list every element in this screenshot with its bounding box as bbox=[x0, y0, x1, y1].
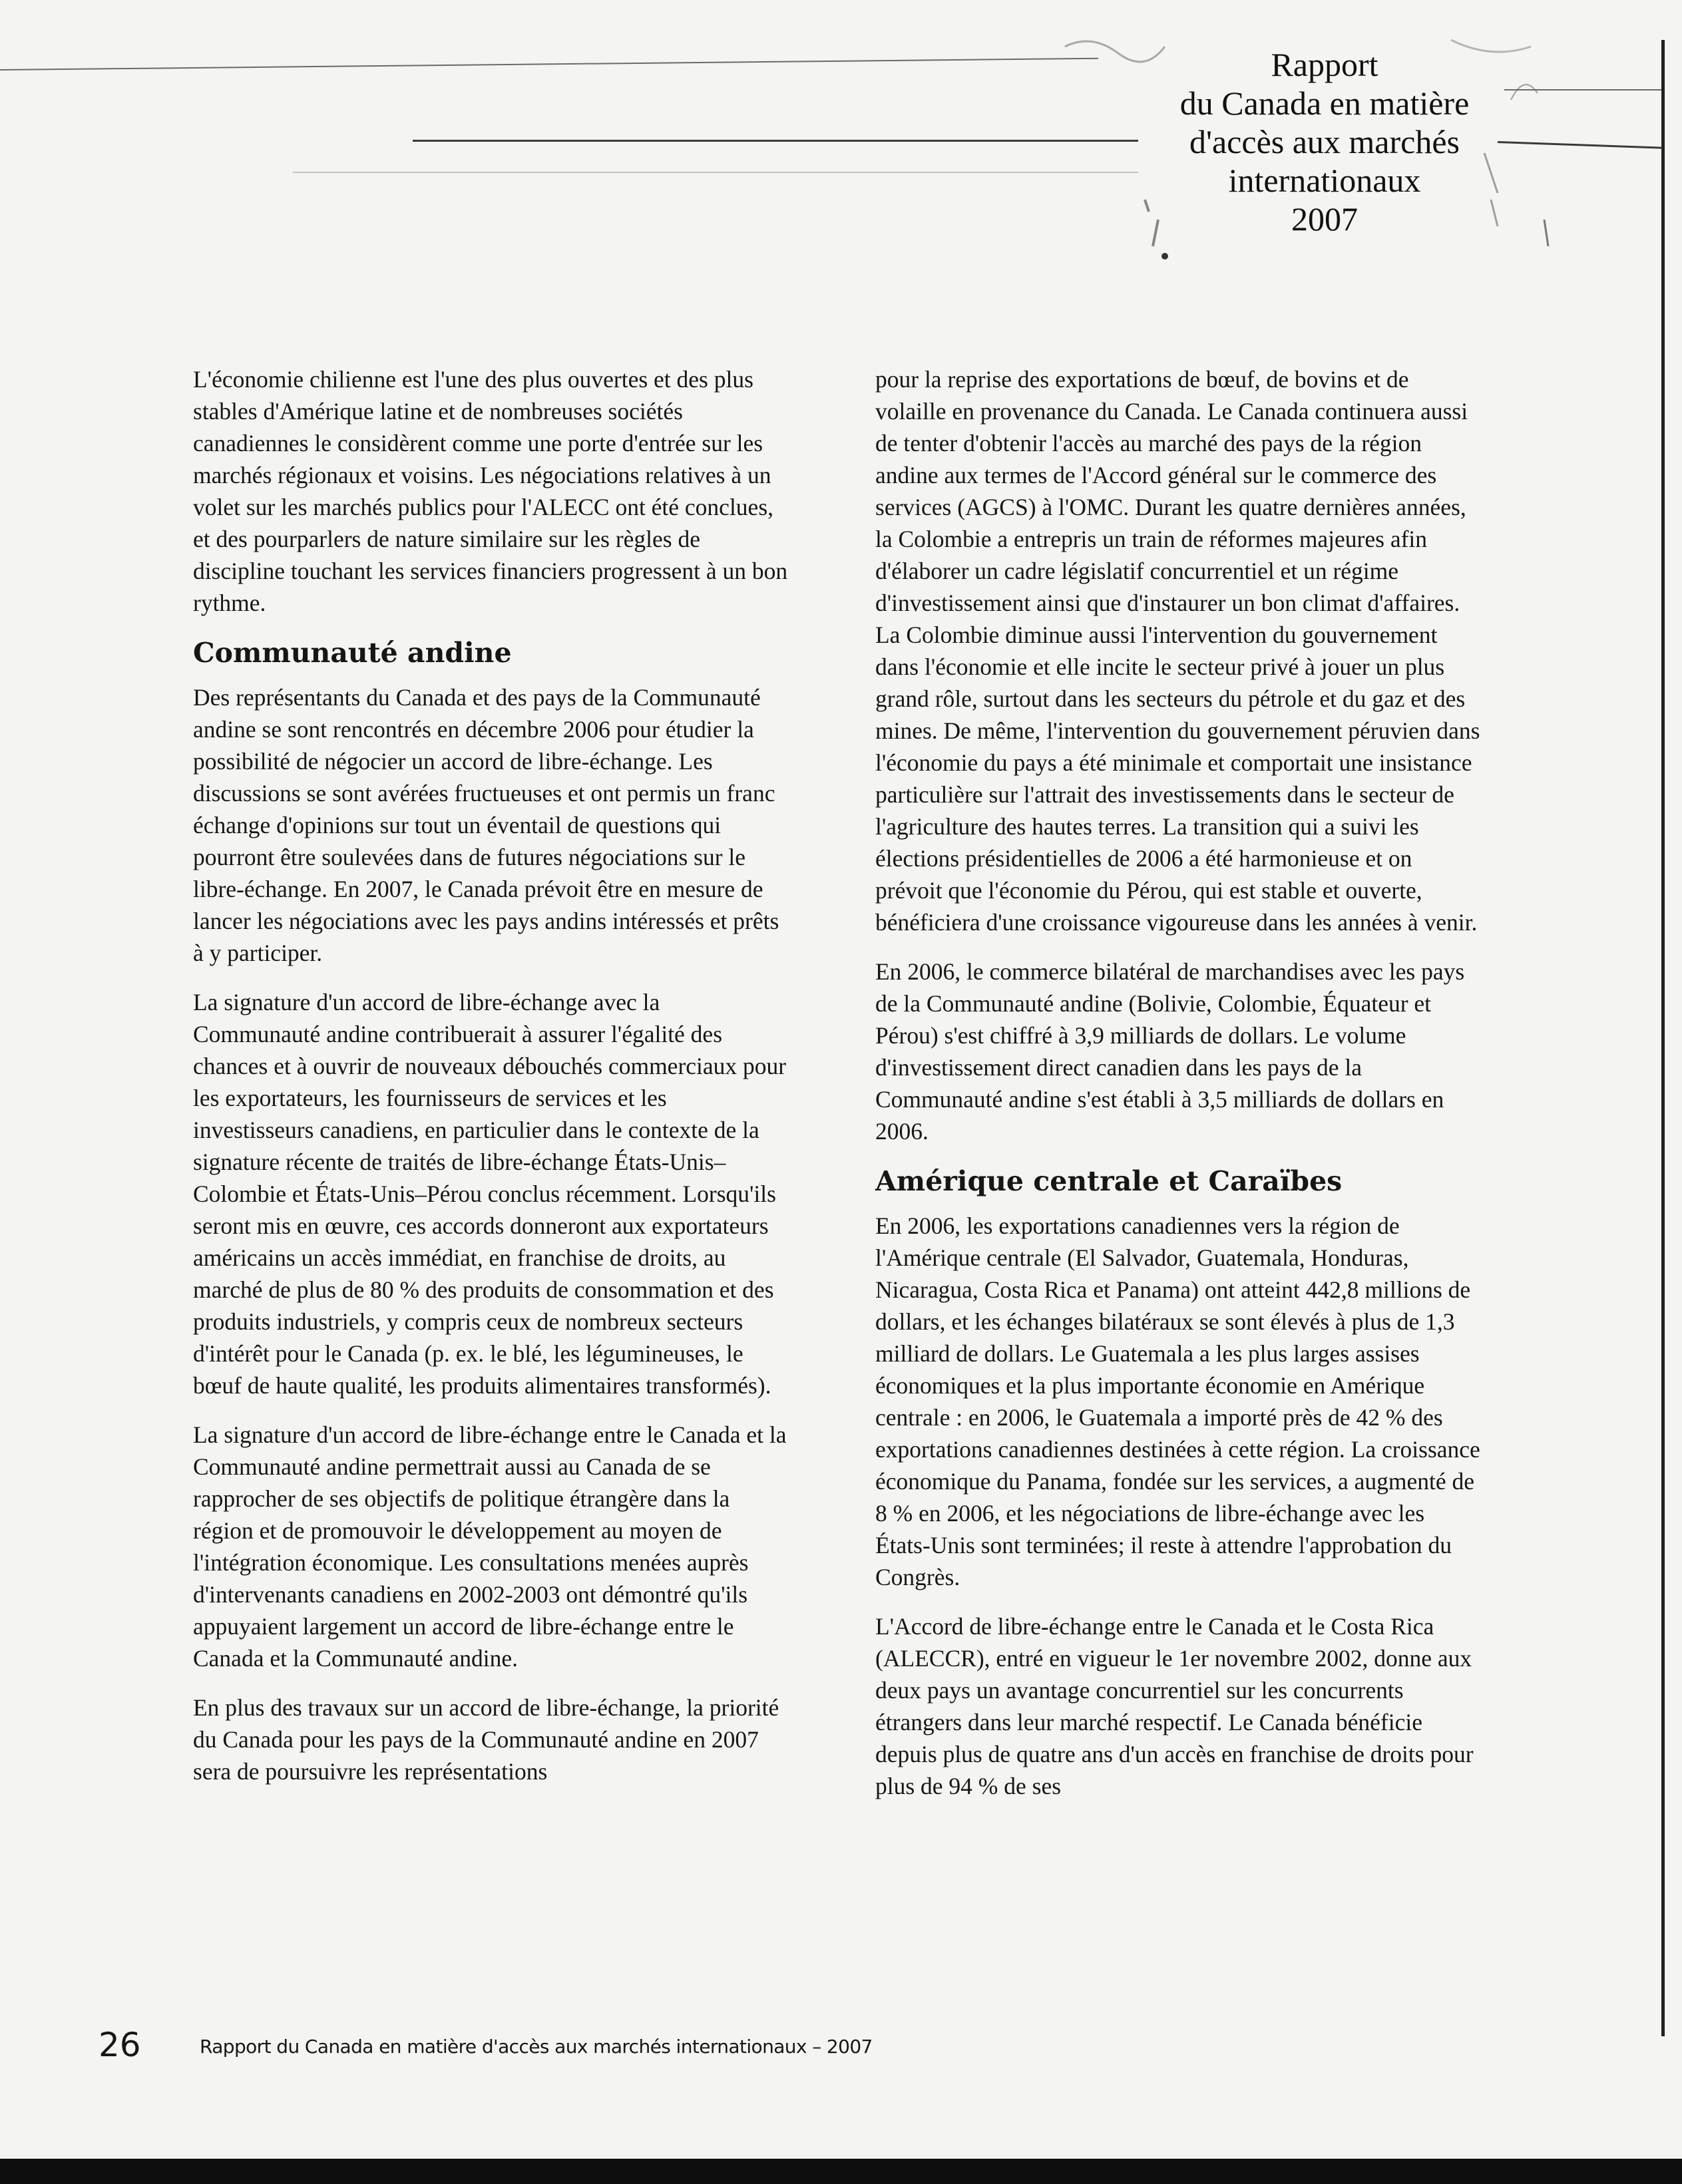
left-column bbox=[193, 363, 792, 1805]
paragraph-andean-trade-2006: En 2006, le commerce bilatéral de marchandises avec les pays de la Communauté andine (Bolivie, Colombie, Équateur et Pérou) s'est chiffré à 3,9 milliards de dollars. Le volume d'investissement direct canadien dans les pays de la Communauté andine s'est établi à 3,5 milliards de dollars en 2006. bbox=[875, 958, 1465, 1145]
paragraph-andean-meeting: Des représentants du Canada et des pays de la Communauté andine se sont rencontrés en décembre 2006 pour étudier la possibilité de négocier un accord de libre-échange. Les discussions se sont avérées fructueuses et ont permis un franc échange d'opinions sur tout un éventail de questions qui pourront être soulevées dans de futures négociations sur le libre-échange. En 2007, le Canada prévoit être en mesure de lancer les négociations avec les pays andins intéressés et prêts à y participer. bbox=[193, 684, 779, 966]
section-heading-communaute-andine: Communauté andine bbox=[193, 637, 512, 669]
paragraph-central-america-exports: En 2006, les exportations canadiennes vers la région de l'Amérique centrale (El Salvador, Guatemala, Honduras, Nicaragua, Costa Rica et Panama) ont atteint 442,8 millions de dollars, et les échanges bilatéraux se sont élevés à plus de 1,3 milliard de dollars. Le Guatemala a les plus larges assises économiques et la plus importante économie en Amérique centrale : en 2006, le Guatemala a importé près de 42 % des exportations canadiennes destinées à cette région. La croissance économique du Panama, fondée sur les services, a augmenté de 8 % en 2006, et les négociations de libre-échange avec les États-Unis sont terminées; il reste à attendre l'approbation du Congrès. bbox=[875, 1212, 1480, 1590]
header-line-4: internationaux bbox=[1228, 162, 1421, 199]
header-line-2: du Canada en matière bbox=[1179, 85, 1470, 122]
header-line-5: 2007 bbox=[1291, 200, 1358, 238]
header-rule-middle bbox=[413, 140, 1138, 142]
scan-bottom-band bbox=[0, 2159, 1682, 2184]
paragraph-andean-reforms: pour la reprise des exportations de bœuf, de bovins et de volaille en provenance du Canada. Le Canada continuera aussi de tenter d'obtenir l'accès au marché des pays de la région andine aux termes de l'Accord général sur le commerce des services (AGCS) à l'OMC. Durant les quatre dernières années, la Colombie a entrepris un train de réformes majeures afin d'élaborer un cadre législatif concurrentiel et un régime d'investissement ainsi que d'instaurer un bon climat d'affaires. La Colombie diminue aussi l'intervention du gouvernement dans l'économie et elle incite le secteur privé à jouer un plus grand rôle, surtout dans les secteurs du pétrole et du gaz et des mines. De même, l'intervention du gouvernement péruvien dans l'économie du pays a été minimale et comportait une insistance particulière sur l'attrait des investissements dans le secteur de l'agriculture des hautes terres. La transition qui a suivi les élections présidentielles de 2006 a été harmonieuse et on prévoit que l'économie du Pérou, qui est stable et ouverte, bénéficiera d'une croissance vigoureuse dans les années à venir. bbox=[875, 366, 1480, 936]
paragraph-foreign-policy: La signature d'un accord de libre-échange entre le Canada et la Communauté andine permettrait aussi au Canada de se rapprocher de ses objectifs de politique étrangère dans la région et de promouvoir le développement au moyen de l'intégration économique. Les consultations menées auprès d'intervenants canadiens en 2002-2003 ont démontré qu'ils appuyaient largement un accord de libre-échange entre le Canada et la Communauté andine. bbox=[193, 1421, 787, 1672]
header-rule-top bbox=[0, 58, 1098, 71]
right-column bbox=[875, 363, 1482, 1819]
report-header-title bbox=[1105, 45, 1544, 238]
header-rule-lower bbox=[293, 172, 1138, 173]
paragraph-aleccr: L'Accord de libre-échange entre le Canada et le Costa Rica (ALECCR), entré en vigueur le 1er novembre 2002, donne aux deux pays un avantage concurrentiel sur les concurrents étrangers dans leur marché respectif. Le Canada bénéficie depuis plus de quatre ans d'un accès en franchise de droits pour plus de 94 % de ses bbox=[875, 1613, 1474, 1799]
scan-right-edge bbox=[1661, 40, 1665, 2036]
footer-running-title: Rapport du Canada en matière d'accès aux marchés internationaux – 2007 bbox=[200, 2036, 873, 2058]
paragraph-chili-economy: L'économie chilienne est l'une des plus ouvertes et des plus stables d'Amérique latine et de nombreuses sociétés canadiennes le considèrent comme une porte d'entrée sur les marchés régionaux et voisins. Les négociations relatives à un volet sur les marchés publics pour l'ALECC ont été conclues, et des pourparlers de nature similaire sur les règles de discipline touchant les services financiers progressent à un bon rythme. bbox=[193, 366, 788, 616]
header-line-3: d'accès aux marchés bbox=[1189, 123, 1460, 160]
paragraph-fta-benefits: La signature d'un accord de libre-échange avec la Communauté andine contribuerait à assurer l'égalité des chances et à ouvrir de nouveaux débouchés commerciaux pour les exportateurs, les fournisseurs de services et les investisseurs canadiens, en particulier dans le contexte de la signature récente de traités de libre-échange États-Unis–Colombie et États-Unis–Pérou conclus récemment. Lorsqu'ils seront mis en œuvre, ces accords donneront aux exportateurs américains un accès immédiat, en franchise de droits, au marché de plus de 80 % des produits de consommation et des produits industriels, y compris ceux de nombreux secteurs d'intérêt pour le Canada (p. ex. le blé, les légumineuses, le bœuf de haute qualité, les produits alimentaires transformés). bbox=[193, 989, 787, 1399]
paragraph-canada-priority: En plus des travaux sur un accord de libre-échange, la priorité du Canada pour les pays de la Communauté andine en 2007 sera de poursuivre les représentations bbox=[193, 1694, 779, 1785]
header-line-1: Rapport bbox=[1271, 46, 1378, 83]
page-number: 26 bbox=[99, 2026, 141, 2064]
section-heading-amerique-centrale: Amérique centrale et Caraïbes bbox=[875, 1165, 1343, 1197]
